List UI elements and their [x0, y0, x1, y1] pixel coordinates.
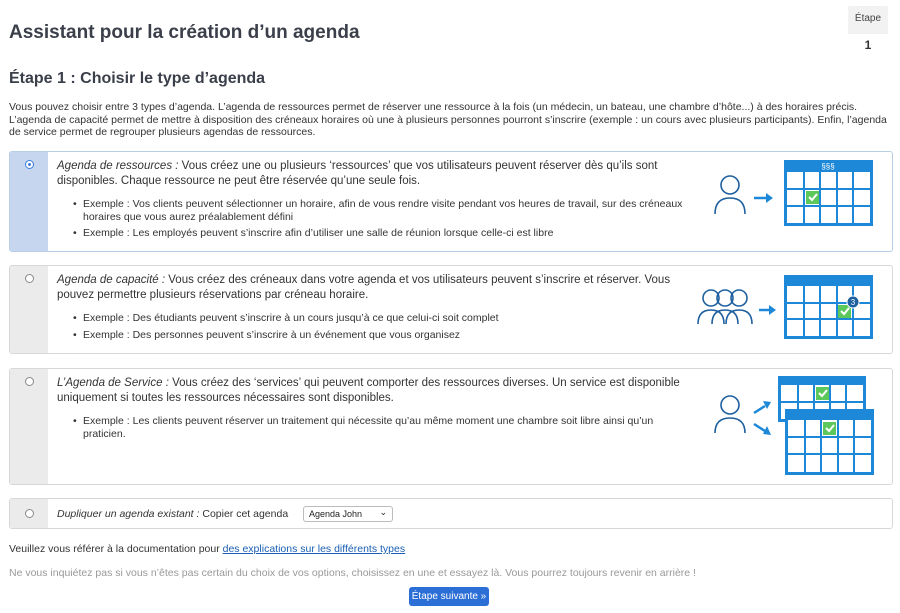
calendar-icon	[784, 160, 873, 226]
arrow-up-right-icon	[754, 401, 771, 413]
svg-text:§§§: §§§	[821, 162, 835, 171]
service-agenda-illustration	[710, 375, 880, 480]
step-heading: Étape 1 : Choisir le type d’agenda	[9, 70, 266, 87]
option-title: L’Agenda de Service :	[57, 377, 169, 389]
option-duplicate-agenda[interactable]	[9, 498, 893, 529]
documentation-line	[9, 543, 405, 555]
example-item: • Exemple : Les clients peuvent réserver un traitement qui nécessite qu’au même moment une chambre soit libre ainsi qu’un praticien.	[73, 415, 697, 440]
option-title: Agenda de capacité :	[57, 274, 166, 286]
person-icon	[715, 176, 745, 214]
option-resource-agenda[interactable]	[9, 151, 893, 252]
person-icon	[715, 396, 745, 433]
examples-list	[57, 198, 697, 240]
option-gutter	[10, 369, 48, 484]
step-number: 1	[848, 34, 888, 56]
option-content	[57, 159, 697, 244]
duplicate-text	[57, 508, 288, 520]
hint-text: Ne vous inquiétez pas si vous n’êtes pas certain du choix de vos options, choisissez en une et essayez là. Vous pourrez toujours revenir en arrière !	[9, 567, 696, 579]
option-content	[57, 376, 697, 444]
radio-resource-agenda[interactable]	[25, 160, 34, 169]
radio-capacity-agenda[interactable]	[25, 274, 34, 283]
option-description: Vous créez des créneaux dans votre agenda et vos utilisateurs peuvent s’inscrire et réserver. Vous pouvez permettre plusieurs réservations par créneau horaire.	[57, 274, 671, 301]
duplicate-description: Copier cet agenda	[199, 508, 289, 520]
example-item: • Exemple : Les employés peuvent s’inscrire afin d’utiliser une salle de réunion lorsque celle-ci est libre	[73, 227, 697, 240]
step-label: Étape	[854, 13, 882, 24]
radio-service-agenda[interactable]	[25, 377, 34, 386]
step-indicator	[848, 6, 888, 56]
option-title: Agenda de ressources :	[57, 160, 179, 172]
documentation-link[interactable]: des explications sur les différents types	[222, 543, 406, 555]
arrow-right-icon	[759, 305, 776, 315]
intro-text: Vous pouvez choisir entre 3 types d’agenda. L’agenda de ressources permet de réserver une ressource à la fois (un médecin, un bateau, une chambre d’hôte...) à des horaires précis. L’agenda de capacité permet de mettre à disposition des créneaux horaires où une à plusieurs personnes pourront s’inscrire (exemple : un cours avec plusieurs participants). Enfin, l’agenda de service permet de regrouper plusieurs agendas de ressources.	[9, 101, 887, 138]
capacity-badge: 3	[850, 298, 856, 307]
option-service-agenda[interactable]	[9, 368, 893, 485]
calendar-icon	[785, 409, 874, 475]
arrow-down-right-icon	[754, 424, 771, 435]
documentation-text: Veuillez vous référer à la documentation pour	[9, 543, 223, 555]
duplicate-label: Dupliquer un agenda existant :	[57, 508, 200, 520]
arrow-right-icon	[754, 193, 773, 203]
calendar-icon	[784, 275, 873, 339]
next-step-button[interactable]: Étape suivante »	[409, 587, 489, 606]
option-capacity-agenda[interactable]	[9, 265, 893, 354]
examples-list	[57, 415, 697, 440]
page-title: Assistant pour la création d’un agenda	[9, 22, 360, 43]
example-item: • Exemple : Des étudiants peuvent s’inscrire à un cours jusqu’à ce que celui-ci soit complet	[73, 312, 697, 325]
resource-agenda-illustration	[710, 158, 880, 248]
option-description: Vous créez des ‘services’ qui peuvent comporter des ressources diverses. Un service est disponible uniquement si toutes les ressources nécessaires sont disponibles.	[57, 377, 680, 404]
option-description: Vous créez une ou plusieurs ‘ressources’ que vos utilisateurs peuvent réserver dès qu’ils sont disponibles. Chaque ressource ne peut être réservée qu’une seule fois.	[57, 160, 658, 187]
example-item: • Exemple : Des personnes peuvent s’inscrire à un événement que vous organisez	[73, 329, 697, 342]
capacity-agenda-illustration	[695, 272, 880, 348]
agenda-select[interactable]	[303, 506, 393, 522]
chevron-down-icon: ⌄	[379, 507, 387, 517]
agenda-select-value: Agenda John	[309, 509, 363, 519]
option-content	[57, 273, 697, 345]
example-item: • Exemple : Vos clients peuvent sélectionner un horaire, afin de vous rendre visite pendant vos heures de travail, sur des créneaux horaires que vous aurez préalablement défini	[73, 198, 697, 223]
group-people-icon	[698, 290, 752, 324]
radio-duplicate-agenda[interactable]	[25, 509, 34, 518]
examples-list	[57, 312, 697, 341]
